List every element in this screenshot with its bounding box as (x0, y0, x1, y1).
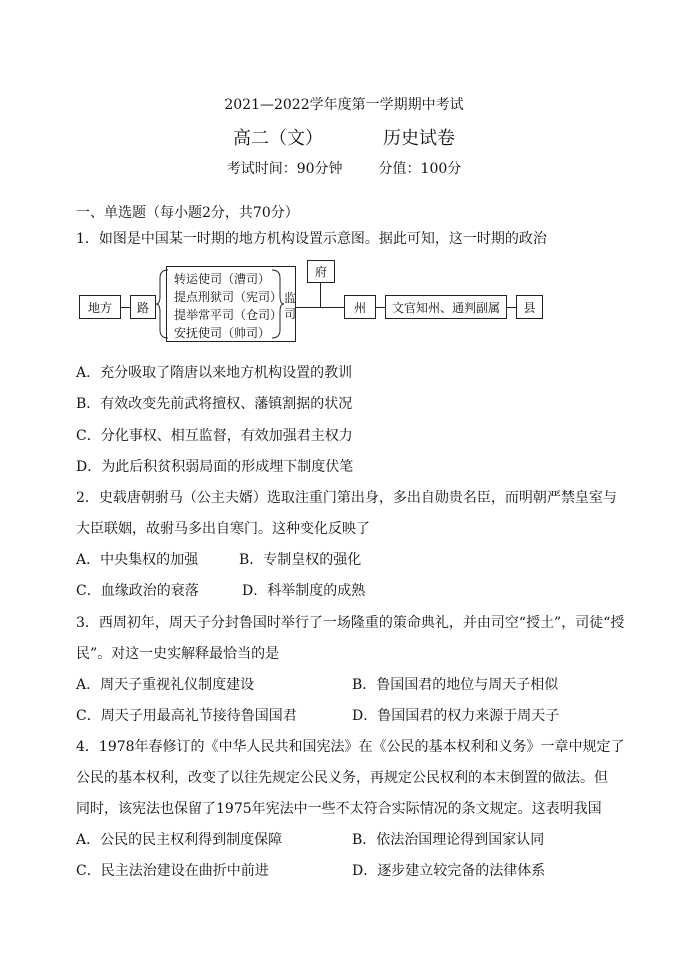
question-2-option-a: A．中央集权的加强 (76, 552, 199, 568)
diagram-xian: 县 (516, 295, 543, 319)
question-2-stem: 2．史载唐朝驸马（公主夫婿）选取注重门第出身，多出自勋贵名臣，而明朝严禁皇室与 (76, 490, 617, 506)
exam-score: 分值：100分 (378, 161, 462, 177)
diagram-connector (376, 307, 385, 308)
subject-grade: 高二（文） (233, 128, 323, 149)
question-3-option-b: B．鲁国国君的地位与周天子相似 (352, 677, 559, 693)
question-3-option-a: A．周天子重视礼仪制度建设 (76, 677, 255, 693)
diagram-officials: 文官知州、通判副属 (385, 295, 507, 319)
question-4-option-d: D．逐步建立较完备的法律体系 (352, 863, 546, 879)
question-4-option-a: A．公民的民主权利得到制度保障 (76, 832, 283, 848)
diagram-lu: 路 (130, 295, 156, 319)
diagram-office: 提点刑狱司（宪司） (174, 290, 283, 304)
section-title: 一、单选题（每小题2分，共70分） (76, 205, 299, 221)
exam-time: 考试时间：90分钟 (226, 161, 343, 177)
exam-info (0, 158, 688, 178)
diagram-connector (507, 307, 516, 308)
diagram-office: 转运使司（漕司） (174, 272, 271, 286)
diagram-connector (320, 283, 321, 307)
diagram-zhou: 州 (344, 295, 376, 319)
diagram-difang: 地方 (79, 295, 121, 319)
question-1-option-c: C．分化事权、相互监督，有效加强君主权力 (76, 428, 353, 444)
question-2-stem: 大臣联姻，故驸马多出自寒门。这种变化反映了 (76, 521, 370, 537)
subject-name: 历史试卷 (383, 128, 455, 149)
diagram-fu: 府 (307, 260, 335, 283)
subject-title (0, 124, 688, 150)
question-4-option-c: C．民主法治建设在曲折中前进 (76, 863, 269, 879)
diagram-office: 提举常平司（仓司） (174, 308, 283, 322)
question-2-option-d: D．科举制度的成熟 (242, 583, 366, 599)
question-4-option-b: B．依法治国理论得到国家认同 (352, 832, 545, 848)
question-2-option-b: B．专制皇权的强化 (239, 552, 362, 568)
question-3-stem: 民”。对这一史实解释最恰当的是 (76, 646, 280, 662)
exam-title: 2021—2022学年度第一学期期中考试 (224, 97, 464, 113)
diagram-connector (296, 307, 344, 308)
question-1-option-a: A．充分吸取了隋唐以来地方机构设置的教训 (76, 365, 353, 381)
question-3-stem: 3．西周初年，周天子分封鲁国时举行了一场隆重的策命典礼，并由司空“授土”，司徒“授 (76, 615, 625, 631)
question-4-stem: 4．1978年春修订的《中华人民共和国宪法》在《公民的基本权利和义务》一章中规定了 (76, 739, 625, 755)
diagram-connector (121, 307, 130, 308)
diagram-office-frame (166, 266, 296, 342)
question-1-option-d: D．为此后积贫积弱局面的形成埋下制度伏笔 (76, 459, 354, 475)
question-3-option-d: D．鲁国国君的权力来源于周天子 (352, 708, 560, 724)
diagram-jiansi: 监司 (284, 291, 297, 321)
diagram-office: 安抚使司（帅司） (174, 326, 271, 340)
question-3-option-c: C．周天子用最高礼节接待鲁国国君 (76, 708, 297, 724)
question-4-stem: 公民的基本权利，改变了以往先规定公民义务，再规定公民权利的本末倒置的做法。但 (76, 770, 608, 786)
question-2-option-c: C．血缘政治的衰落 (76, 583, 199, 599)
question-4-stem: 同时，该宪法也保留了1975年宪法中一些不太符合实际情况的条文规定。这表明我国 (76, 801, 602, 817)
question-1-option-b: B．有效改变先前武将擅权、藩镇割据的状况 (76, 396, 353, 412)
question-1-stem: 1．如图是中国某一时期的地方机构设置示意图。据此可知，这一时期的政治 (76, 231, 547, 247)
